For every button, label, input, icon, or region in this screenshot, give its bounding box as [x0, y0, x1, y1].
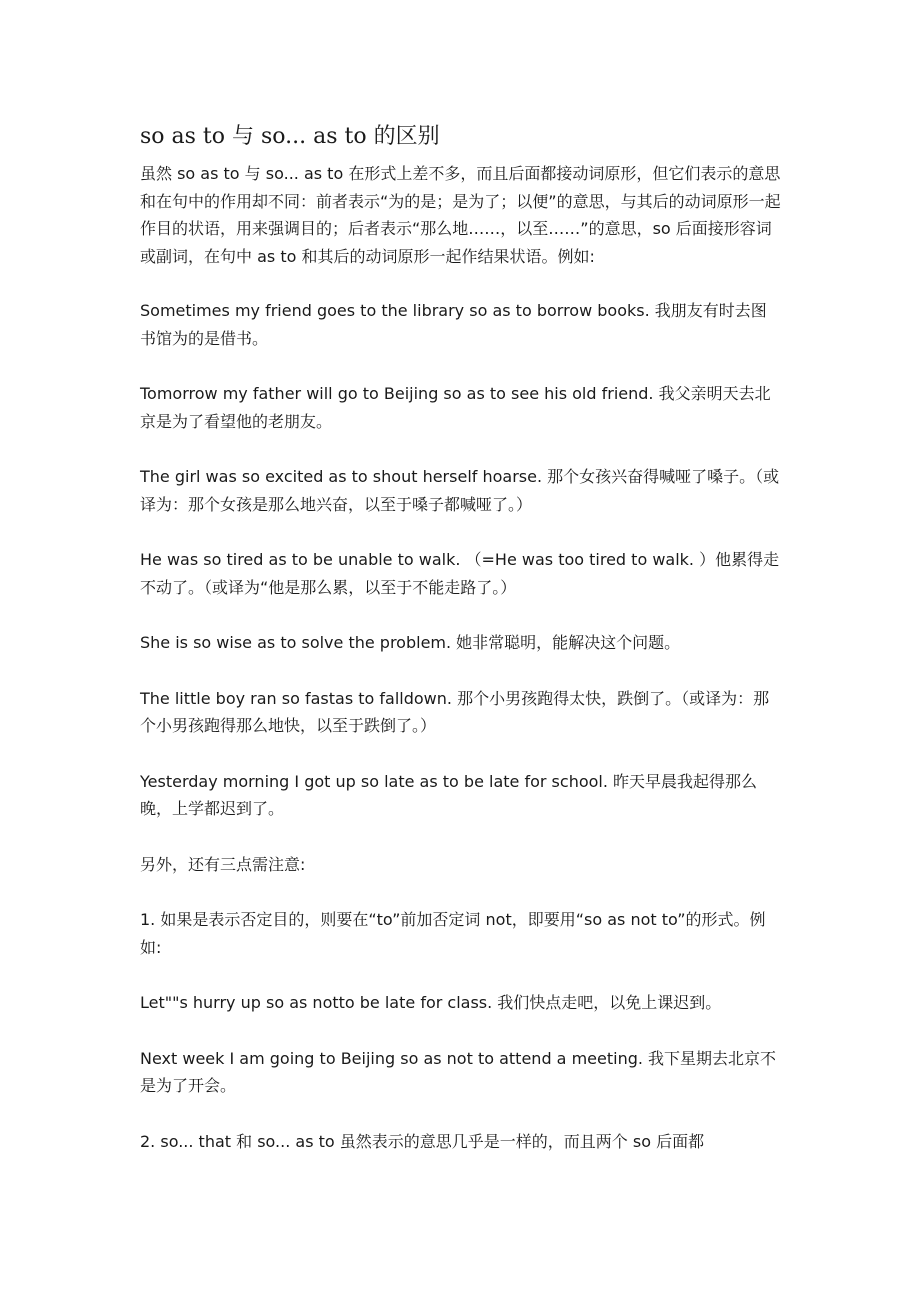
example-paragraph: Yesterday morning I got up so late as to be late for school. 昨天早晨我起得那么晚，上学都迟到了。: [140, 771, 758, 818]
example-paragraph: The little boy ran so fastas to falldown. 那个小男孩跑得太快，跌倒了。（或译为：那个小男孩跑得那么地快，以至于跌倒了。）: [140, 688, 770, 735]
note-paragraph: 1. 如果是表示否定目的，则要在“to”前加否定词 not，即要用“so as not to”的形式。例如:: [140, 910, 766, 957]
example-paragraph: Tomorrow my father will go to Beijing so as to see his old friend. 我父亲明天去北京是为了看望他的老朋友。: [140, 384, 771, 431]
example-paragraph: Let""s hurry up so as notto be late for class. 我们快点走吧，以免上课迟到。: [140, 993, 722, 1012]
document-page: [140, 118, 782, 1183]
example-paragraph: She is so wise as to solve the problem. 她非常聪明，能解决这个问题。: [140, 633, 681, 652]
page-title: so as to 与 so... as to 的区别: [140, 124, 440, 149]
intro-paragraph: 虽然 so as to 与 so... as to 在形式上差不多，而且后面都接动词原形，但它们表示的意思和在句中的作用却不同：前者表示“为的是；是为了；以便”的意思，与其后的动词原形一起作目的状语，用来强调目的；后者表示“那么地……，以至……”的意思，so 后面接形容词或副词，在句中 as to 和其后的动词原形一起作结果状语。例如:: [140, 164, 781, 266]
note-paragraph: 2. so... that 和 so... as to 虽然表示的意思几乎是一样的，而且两个 so 后面都: [140, 1131, 705, 1151]
example-paragraph: Sometimes my friend goes to the library so as to borrow books. 我朋友有时去图书馆为的是借书。: [140, 301, 767, 348]
example-paragraph: The girl was so excited as to shout herself hoarse. 那个女孩兴奋得喊哑了嗓子。（或译为：那个女孩是那么地兴奋，以至于嗓子都喊哑了。）: [140, 467, 780, 514]
example-paragraph: He was so tired as to be unable to walk. （=He was too tired to walk. ）他累得走不动了。（或译为“他是那么累，以至于不能走路了。）: [140, 550, 780, 597]
note-intro-paragraph: 另外，还有三点需注意:: [140, 854, 306, 874]
example-paragraph: Next week I am going to Beijing so as not to attend a meeting. 我下星期去北京不是为了开会。: [140, 1048, 777, 1095]
